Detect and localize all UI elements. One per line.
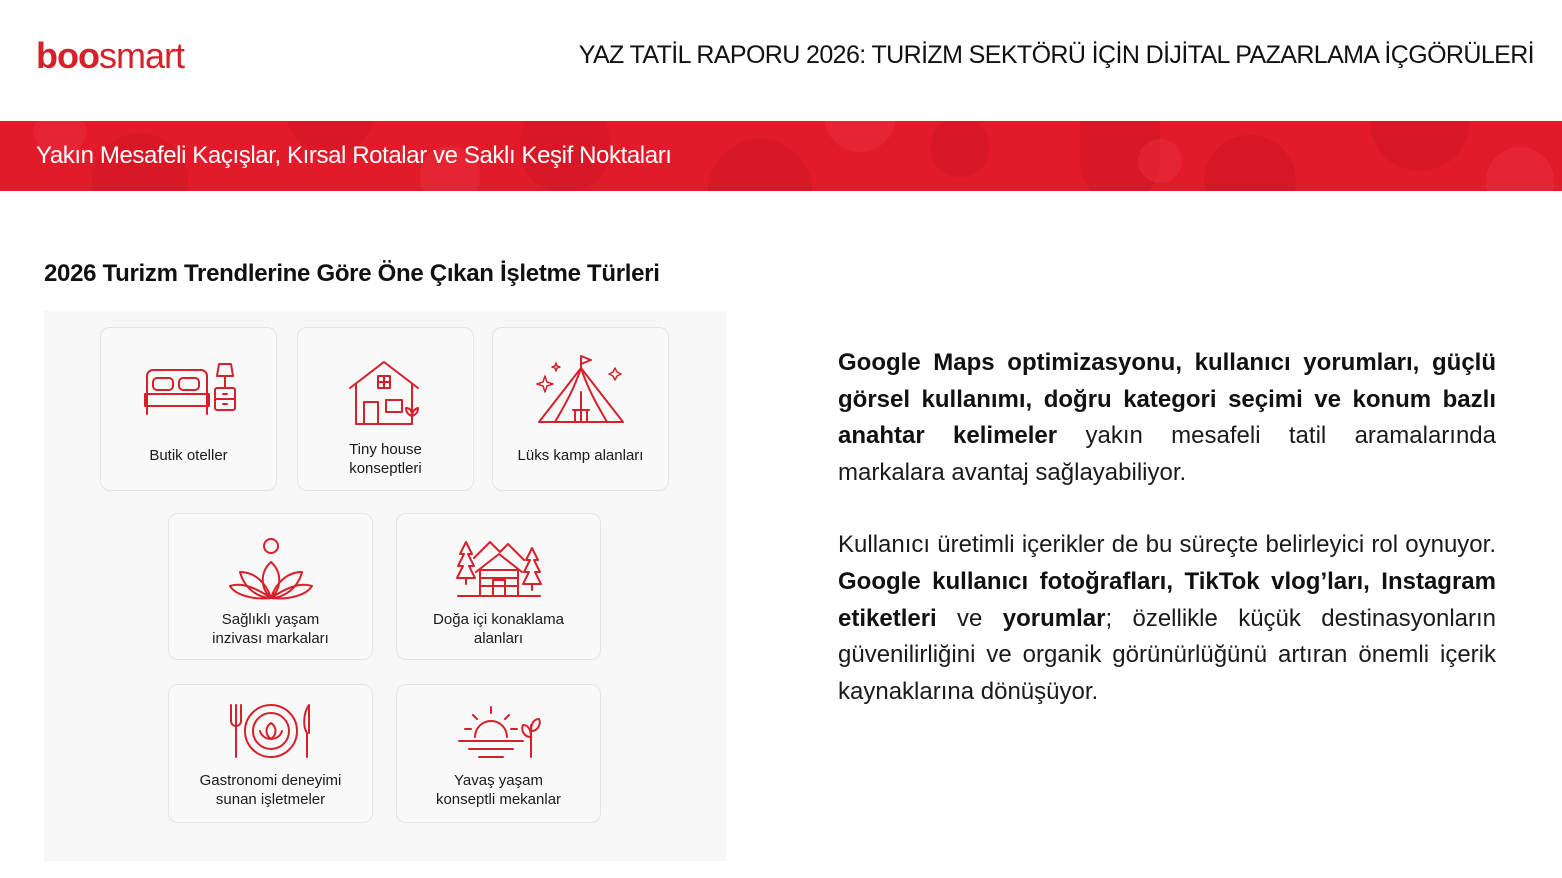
- paragraph-text: ; özellikle küçük destinasyonların güvenilirliğini ve organik görünürlüğünü artıran önemli içerik kaynaklarına dönüşüyor.: [838, 604, 1497, 705]
- business-type-card: [396, 684, 601, 823]
- logo-bold-part: boo: [36, 35, 99, 76]
- business-type-card: [396, 513, 601, 660]
- card-label: Yavaş yaşam konseptli mekanlar: [435, 772, 562, 808]
- business-type-card: [168, 684, 373, 823]
- card-label: Sağlıklı yaşam inzivası markaları: [212, 611, 329, 647]
- brand-logo: [36, 36, 184, 76]
- plate-cutlery-icon: [225, 703, 317, 759]
- business-type-card: [492, 327, 669, 491]
- card-label: Lüks kamp alanları: [517, 447, 644, 464]
- business-types-panel: [44, 311, 726, 861]
- section-title: 2026 Turizm Trendlerine Göre Öne Çıkan İşletme Türleri: [44, 260, 660, 287]
- tiny-house-icon: [346, 358, 426, 428]
- card-label: Gastronomi deneyimi sunan işletmeler: [199, 772, 342, 808]
- banner-subtitle: Yakın Mesafeli Kaçışlar, Kırsal Rotalar ve Saklı Keşif Noktaları: [36, 142, 672, 169]
- paragraph-text: ve: [936, 604, 1003, 632]
- paragraph-text: Kullanıcı üretimli içerikler de bu süreçte belirleyici rol oynuyor.: [838, 531, 1496, 559]
- lotus-wellness-icon: [226, 536, 316, 602]
- card-label: Butik oteller: [149, 447, 228, 464]
- paragraph-user-content: [838, 527, 1496, 710]
- glamping-tent-icon: [533, 352, 629, 428]
- report-title: YAZ TATİL RAPORU 2026: TURİZM SEKTÖRÜ İÇİN DİJİTAL PAZARLAMA İÇGÖRÜLERİ: [578, 41, 1534, 69]
- business-type-card: [297, 327, 474, 491]
- body-text: [838, 345, 1496, 710]
- sunrise-icon: [453, 703, 545, 759]
- card-label: Doğa içi konaklama alanları: [433, 611, 564, 647]
- business-type-card: [100, 327, 277, 491]
- business-type-card: [168, 513, 373, 660]
- paragraph-bold: Google Maps optimizasyonu, kullanıcı yorumları, güçlü görsel kullanımı, doğru kategori seçimi ve konum bazlı anahtar kelimeler: [838, 349, 1496, 450]
- cabin-icon: [454, 534, 544, 600]
- paragraph-text: yakın mesafeli tatil aramalarında markalara avantaj sağlayabiliyor.: [838, 422, 1496, 486]
- section-banner: [0, 121, 1562, 191]
- paragraph-bold: Google kullanıcı fotoğrafları, TikTok vlog’ları, Instagram etiketleri: [838, 567, 1496, 632]
- paragraph-bold: yorumlar: [1002, 604, 1106, 632]
- bed-icon: [139, 354, 239, 418]
- logo-light-part: smart: [98, 35, 184, 76]
- paragraph-maps-optimization: [838, 345, 1496, 491]
- card-label: Tiny house konseptleri: [349, 441, 422, 477]
